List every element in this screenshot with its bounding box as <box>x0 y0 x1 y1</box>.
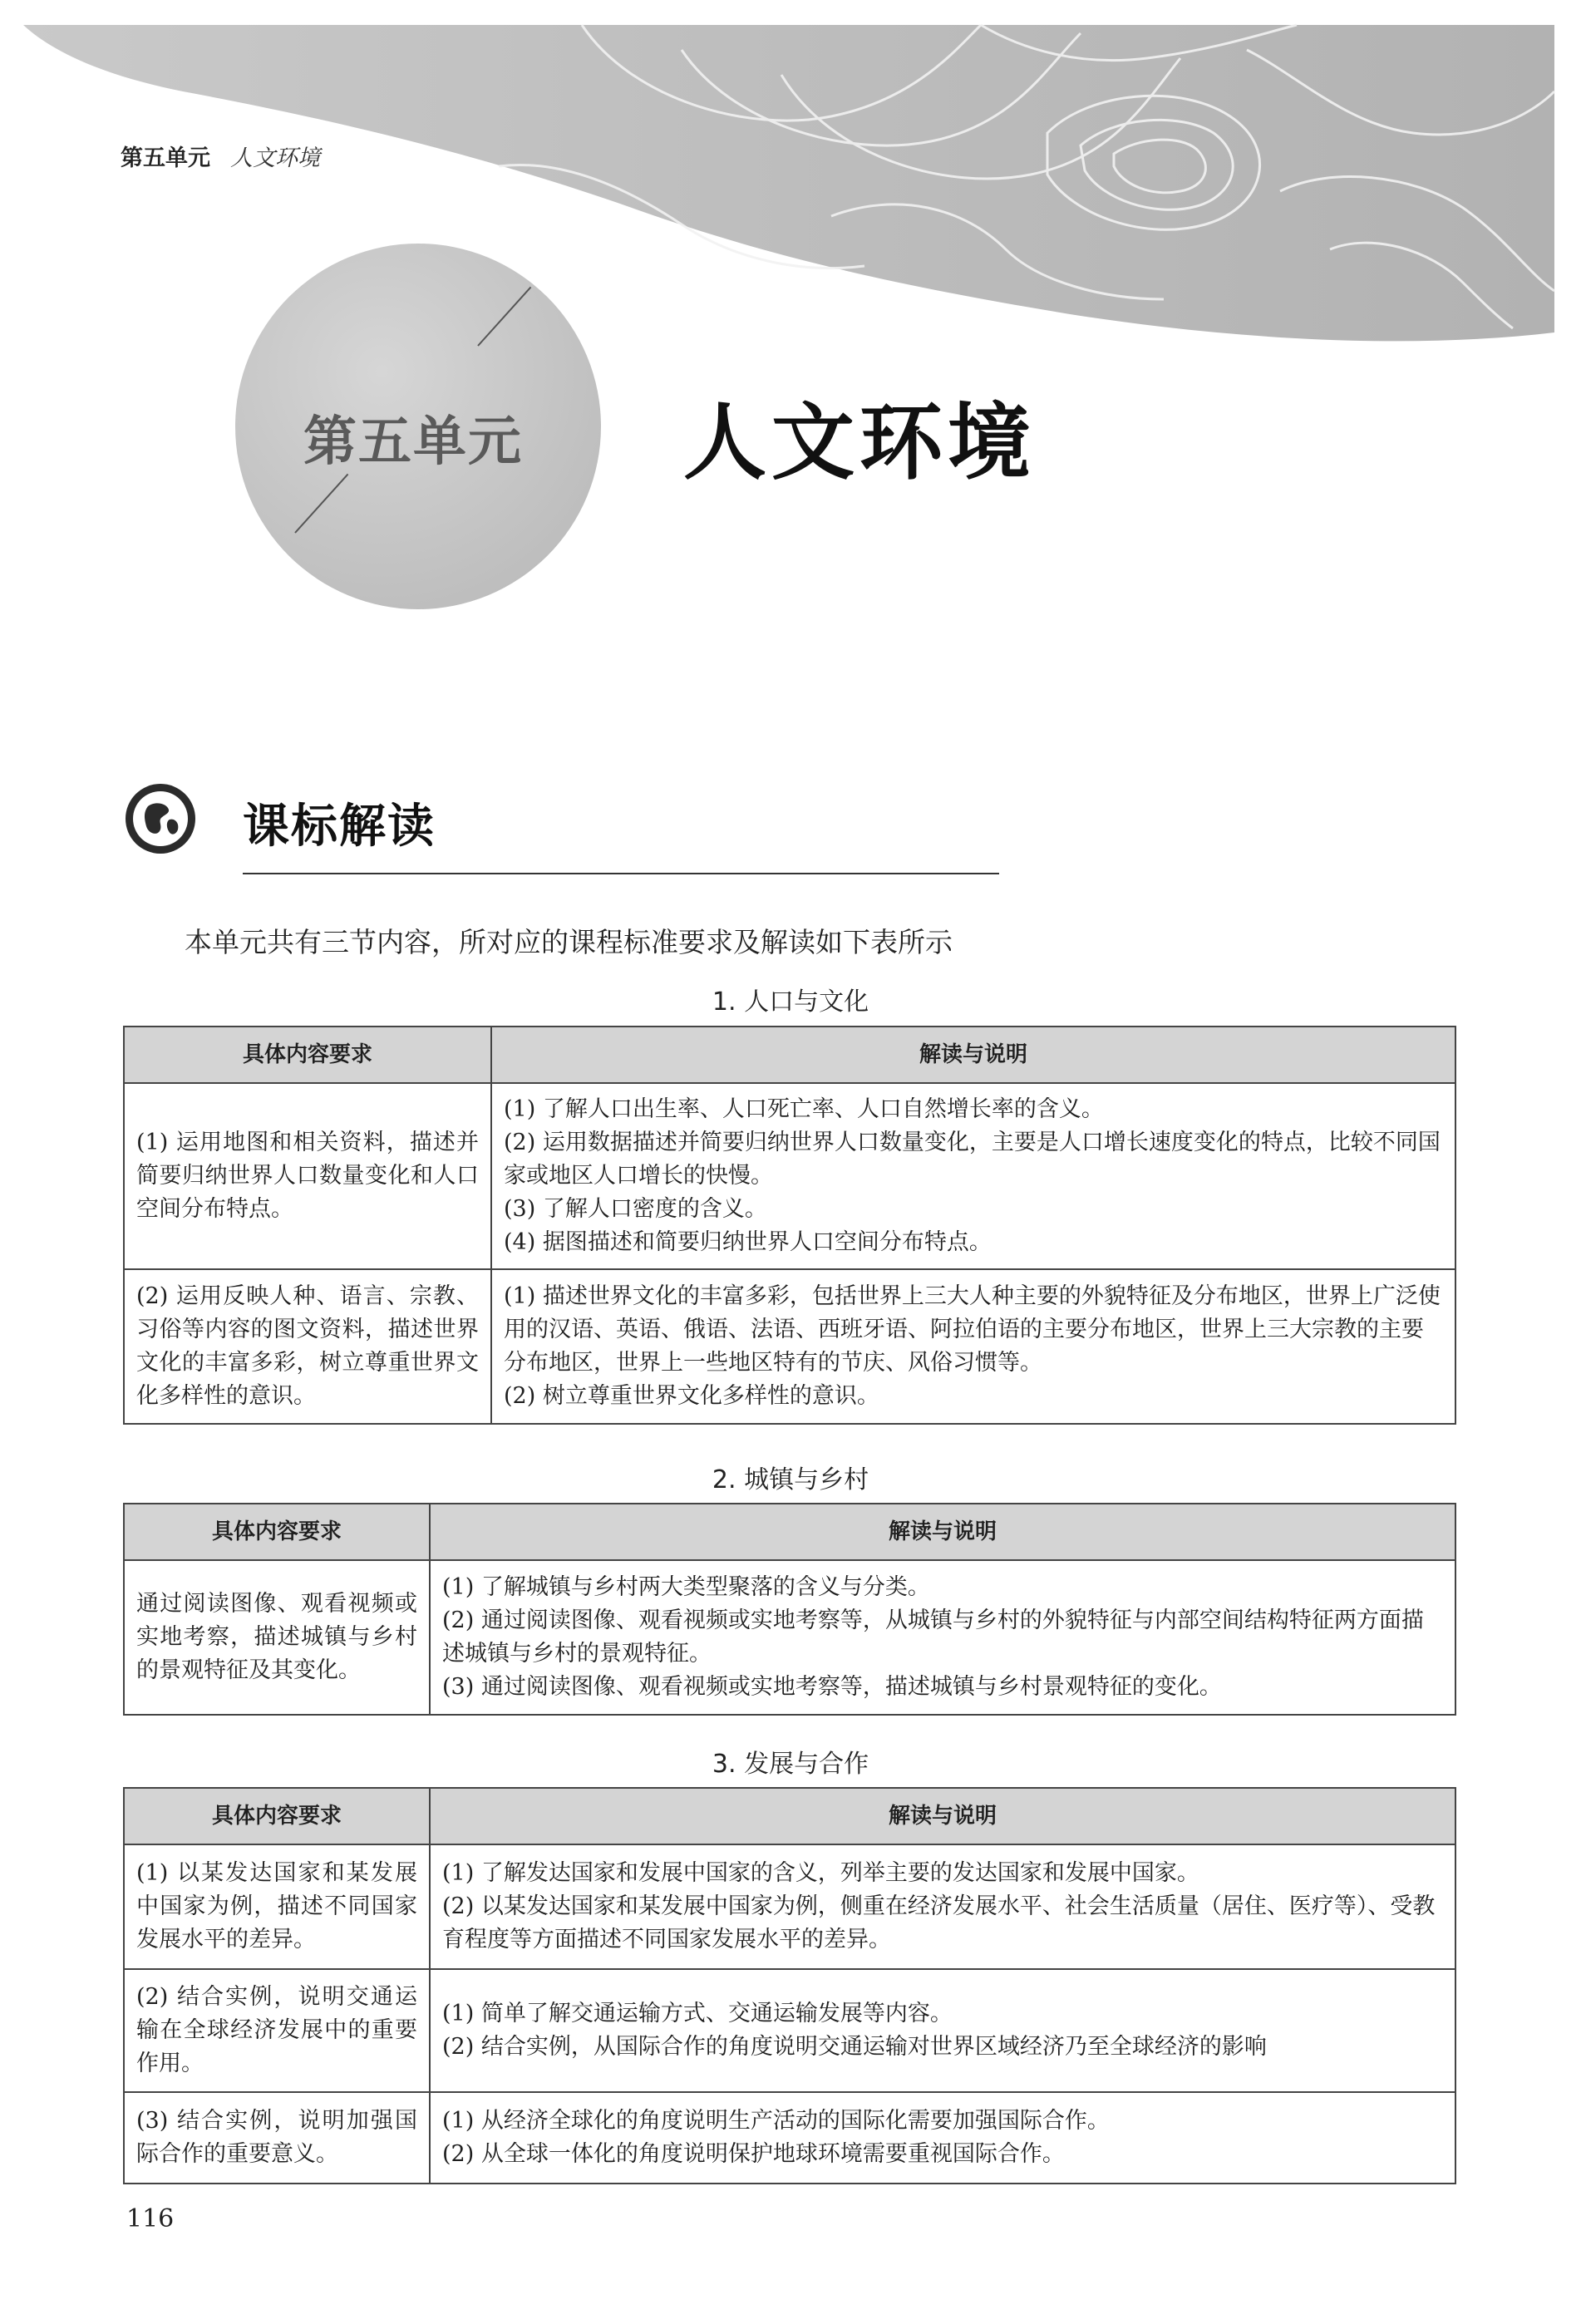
col-header-explanation: 解读与说明 <box>491 1027 1455 1083</box>
table-2-caption: 2. 城镇与乡村 <box>712 1465 869 1494</box>
explanation-point: (1) 描述世界文化的丰富多彩，包括世界上三大人种主要的外貌特征及分布地区，世界上广泛使用的汉语、英语、俄语、法语、西班牙语、阿拉伯语的主要分布地区，世界上三大宗教的主要分布地区，世界上一些地区特有的节庆、风俗习惯等。 <box>504 1283 1441 1376</box>
explanation-cell <box>430 1560 1455 1715</box>
col-header-explanation: 解读与说明 <box>430 1504 1455 1560</box>
col-header-explanation: 解读与说明 <box>430 1788 1455 1844</box>
col-header-requirement: 具体内容要求 <box>124 1788 430 1844</box>
page-number: 116 <box>126 2204 175 2233</box>
table-urban-rural <box>123 1503 1456 1716</box>
globe-icon <box>123 781 198 856</box>
running-head-title: 人文环境 <box>230 145 320 171</box>
table-row <box>124 2092 1455 2184</box>
table-3-caption: 3. 发展与合作 <box>712 1750 869 1779</box>
explanation-point: (3) 了解人口密度的含义。 <box>504 1196 767 1222</box>
requirement-cell: (3) 结合实例，说明加强国际合作的重要意义。 <box>124 2092 430 2184</box>
unit-label: 第五单元 <box>303 411 523 473</box>
table-1-caption: 1. 人口与文化 <box>712 987 869 1017</box>
explanation-cell <box>430 2092 1455 2184</box>
explanation-point: (2) 以某发达国家和某发展中国家为例，侧重在经济发展水平、社会生活质量（居住、医疗等）、受教育程度等方面描述不同国家发展水平的差异。 <box>442 1893 1436 1952</box>
requirement-cell: 通过阅读图像、观看视频或实地考察，描述城镇与乡村的景观特征及其变化。 <box>124 1560 430 1715</box>
explanation-point: (2) 通过阅读图像、观看视频或实地考察等，从城镇与乡村的外貌特征与内部空间结构特征两方面描述城镇与乡村的景观特征。 <box>442 1608 1424 1667</box>
explanation-point: (1) 了解发达国家和发展中国家的含义，列举主要的发达国家和发展中国家。 <box>442 1860 1199 1886</box>
section-rule <box>243 873 999 874</box>
explanation-point: (2) 从全球一体化的角度说明保护地球环境需要重视国际合作。 <box>442 2141 1065 2167</box>
explanation-cell <box>491 1083 1455 1269</box>
col-header-requirement: 具体内容要求 <box>124 1027 491 1083</box>
unit-title: 人文环境 <box>683 394 1036 491</box>
explanation-point: (1) 了解人口出生率、人口死亡率、人口自然增长率的含义。 <box>504 1096 1104 1122</box>
explanation-point: (1) 了解城镇与乡村两大类型聚落的含义与分类。 <box>442 1574 930 1600</box>
section-title: 课标解读 <box>243 800 436 854</box>
explanation-cell <box>430 1844 1455 1969</box>
explanation-cell <box>491 1269 1455 1424</box>
explanation-point: (2) 树立尊重世界文化多样性的意识。 <box>504 1383 879 1409</box>
requirement-cell: (1) 以某发达国家和某发展中国家为例，描述不同国家发展水平的差异。 <box>124 1844 430 1969</box>
table-population-culture <box>123 1026 1456 1425</box>
table-development-cooperation <box>123 1787 1456 2184</box>
explanation-point: (1) 从经济全球化的角度说明生产活动的国际化需要加强国际合作。 <box>442 2108 1110 2134</box>
explanation-point: (3) 通过阅读图像、观看视频或实地考察等，描述城镇与乡村景观特征的变化。 <box>442 1674 1222 1700</box>
explanation-cell <box>430 1969 1455 2092</box>
table-row <box>124 1560 1455 1715</box>
requirement-cell: (2) 结合实例，说明交通运输在全球经济发展中的重要作用。 <box>124 1969 430 2092</box>
running-head <box>121 140 320 172</box>
requirement-cell: (1) 运用地图和相关资料，描述并简要归纳世界人口数量变化和人口空间分布特点。 <box>124 1083 491 1269</box>
contour-header-graphic <box>0 0 1581 357</box>
explanation-point: (2) 运用数据描述并简要归纳世界人口数量变化，主要是人口增长速度变化的特点，比较不同国家或地区人口增长的快慢。 <box>504 1130 1441 1189</box>
table-row <box>124 1844 1455 1969</box>
requirement-cell: (2) 运用反映人种、语言、宗教、习俗等内容的图文资料，描述世界文化的丰富多彩，树立尊重世界文化多样性的意识。 <box>124 1269 491 1424</box>
running-head-unit: 第五单元 <box>121 145 210 171</box>
table-row <box>124 1969 1455 2092</box>
intro-text: 本单元共有三节内容，所对应的课程标准要求及解读如下表所示 <box>185 926 953 958</box>
table-row <box>124 1269 1455 1424</box>
explanation-point: (4) 据图描述和简要归纳世界人口空间分布特点。 <box>504 1229 992 1255</box>
explanation-point: (1) 简单了解交通运输方式、交通运输发展等内容。 <box>442 2001 953 2026</box>
table-row <box>124 1083 1455 1269</box>
explanation-point: (2) 结合实例，从国际合作的角度说明交通运输对世界区域经济乃至全球经济的影响 <box>442 2034 1267 2060</box>
col-header-requirement: 具体内容要求 <box>124 1504 430 1560</box>
